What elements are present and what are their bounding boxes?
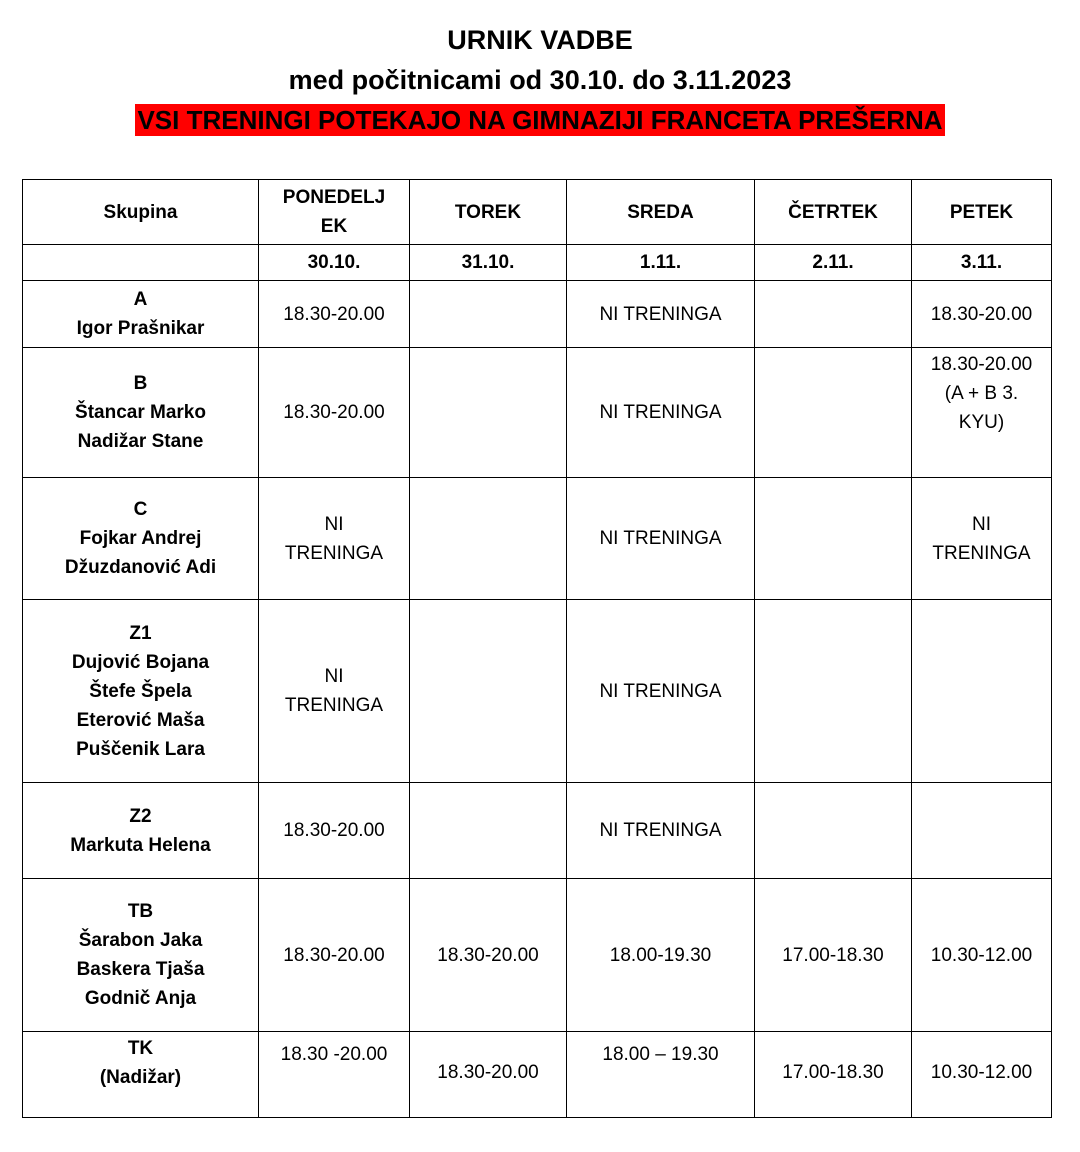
- day-name-line: PONEDELJ: [282, 187, 386, 208]
- schedule-cell-monday: [259, 281, 410, 348]
- date-row: [23, 245, 1052, 281]
- schedule-cell-text: 10.30-12.00: [930, 944, 1033, 966]
- day-header-tuesday: TOREK: [410, 180, 567, 245]
- schedule-cell-text: 10.30-12.00: [930, 1062, 1033, 1083]
- group-cell: [23, 281, 259, 348]
- schedule-cell-wednesday: [567, 281, 755, 348]
- schedule-cell-text: 18.00 – 19.30: [602, 1044, 719, 1065]
- table-row: [23, 879, 1052, 1032]
- schedule-cell-text: 18.30-20.00: [283, 944, 385, 966]
- schedule-cell-friday: [912, 1032, 1052, 1118]
- schedule-cell-friday: [912, 348, 1052, 478]
- schedule-cell-text: 18.30-20.00: [283, 820, 385, 841]
- group-member: Markuta Helena: [70, 834, 211, 856]
- schedule-cell-text: (A + B 3.: [944, 383, 1019, 404]
- table-header-row: [23, 180, 1052, 245]
- schedule-cell-thursday: [755, 281, 912, 348]
- page-title: URNIK VADBE: [447, 25, 633, 55]
- group-member: Fojkar Andrej: [79, 528, 202, 549]
- schedule-cell-text: NI TRENINGA: [599, 402, 722, 423]
- schedule-cell-monday: [259, 783, 410, 879]
- schedule-cell-tuesday: [410, 879, 567, 1032]
- schedule-cell-text: 17.00-18.30: [782, 944, 884, 966]
- schedule-cell-text: NI: [972, 513, 991, 535]
- group-code: TK: [127, 1038, 154, 1059]
- schedule-cell-text: 18.30-20.00: [930, 303, 1033, 325]
- schedule-cell-text: 18.30-20.00: [437, 1062, 539, 1083]
- group-member: Štancar Marko: [75, 402, 206, 423]
- notice-banner: VSI TRENINGI POTEKAJO NA GIMNAZIJI FRANCETA PREŠERNA: [137, 105, 943, 135]
- schedule-cell-wednesday: [567, 879, 755, 1032]
- group-code: Z1: [129, 622, 152, 644]
- group-cell: [23, 478, 259, 600]
- group-code: A: [133, 289, 148, 310]
- schedule-cell-text: NI TRENINGA: [599, 820, 722, 841]
- schedule-cell-wednesday: [567, 348, 755, 478]
- group-code: B: [133, 373, 148, 394]
- schedule-cell-thursday: [755, 478, 912, 600]
- schedule-cell-wednesday: [567, 600, 755, 783]
- schedule-cell-tuesday: [410, 281, 567, 348]
- group-code: C: [133, 499, 148, 520]
- table-row: [23, 348, 1052, 478]
- schedule-cell-text: TRENINGA: [284, 695, 384, 716]
- schedule-cell-thursday: [755, 348, 912, 478]
- schedule-cell-text: 17.00-18.30: [782, 1062, 884, 1083]
- schedule-cell-text: NI TRENINGA: [599, 303, 722, 325]
- group-member: Nadižar Stane: [77, 431, 204, 452]
- schedule-cell-monday: [259, 600, 410, 783]
- schedule-cell-friday: [912, 478, 1052, 600]
- day-header-monday: [259, 180, 410, 245]
- schedule-cell-text: 18.30 -20.00: [280, 1044, 388, 1065]
- schedule-cell-tuesday: [410, 478, 567, 600]
- schedule-cell-thursday: [755, 1032, 912, 1118]
- group-member: Džuzdanović Adi: [64, 557, 217, 578]
- table-row: [23, 1032, 1052, 1118]
- table-row: [23, 478, 1052, 600]
- schedule-cell-text: NI TRENINGA: [599, 680, 722, 702]
- group-member: Puščenik Lara: [76, 738, 205, 760]
- date-friday: 3.11.: [912, 245, 1052, 281]
- schedule-cell-monday: [259, 879, 410, 1032]
- group-cell: [23, 348, 259, 478]
- schedule-cell-text: KYU): [958, 412, 1005, 433]
- group-cell: [23, 783, 259, 879]
- schedule-cell-friday: [912, 879, 1052, 1032]
- group-cell: [23, 879, 259, 1032]
- group-member: Šarabon Jaka: [78, 930, 203, 951]
- schedule-cell-thursday: [755, 879, 912, 1032]
- schedule-table: [22, 179, 1052, 1118]
- group-column-header: Skupina: [23, 180, 259, 245]
- schedule-cell-text: 18.00-19.30: [609, 944, 712, 966]
- schedule-cell-tuesday: [410, 348, 567, 478]
- schedule-cell-text: 18.30-20.00: [283, 303, 385, 325]
- day-header-thursday: ČETRTEK: [755, 180, 912, 245]
- schedule-cell-text: TRENINGA: [932, 542, 1031, 564]
- date-tuesday: 31.10.: [410, 245, 567, 281]
- schedule-cell-thursday: [755, 783, 912, 879]
- date-monday: 30.10.: [259, 245, 410, 281]
- schedule-cell-text: NI TRENINGA: [599, 528, 722, 549]
- group-cell: [23, 600, 259, 783]
- group-cell: [23, 1032, 259, 1118]
- group-code: Z2: [129, 805, 152, 827]
- table-row: [23, 783, 1052, 879]
- schedule-cell-wednesday: [567, 1032, 755, 1118]
- date-row-empty-cell: [23, 245, 259, 281]
- schedule-cell-tuesday: [410, 600, 567, 783]
- group-member: Štefe Špela: [89, 680, 192, 702]
- group-member: (Nadižar): [99, 1067, 182, 1088]
- group-member: Godnič Anja: [84, 988, 197, 1009]
- group-member: Eterović Maša: [76, 709, 205, 731]
- group-member: Igor Prašnikar: [76, 318, 205, 339]
- day-header-friday: PETEK: [912, 180, 1052, 245]
- schedule-cell-thursday: [755, 600, 912, 783]
- schedule-cell-tuesday: [410, 783, 567, 879]
- schedule-cell-text: 18.30-20.00: [930, 354, 1033, 375]
- schedule-cell-friday: [912, 783, 1052, 879]
- day-name-line: EK: [320, 216, 348, 237]
- schedule-cell-monday: [259, 348, 410, 478]
- schedule-cell-friday: [912, 281, 1052, 348]
- group-code: TB: [127, 901, 154, 922]
- group-member: Dujović Bojana: [71, 651, 210, 673]
- schedule-cell-wednesday: [567, 783, 755, 879]
- schedule-cell-text: TRENINGA: [284, 542, 384, 564]
- schedule-cell-text: NI: [324, 513, 344, 535]
- table-row: [23, 281, 1052, 348]
- date-thursday: 2.11.: [755, 245, 912, 281]
- day-header-wednesday: SREDA: [567, 180, 755, 245]
- group-member: Baskera Tjaša: [76, 959, 205, 980]
- schedule-cell-wednesday: [567, 478, 755, 600]
- date-wednesday: 1.11.: [567, 245, 755, 281]
- schedule-cell-friday: [912, 600, 1052, 783]
- page-subtitle: med počitnicami od 30.10. do 3.11.2023: [288, 65, 792, 95]
- schedule-cell-monday: [259, 1032, 410, 1118]
- schedule-cell-text: 18.30-20.00: [437, 944, 539, 966]
- table-row: [23, 600, 1052, 783]
- schedule-cell-tuesday: [410, 1032, 567, 1118]
- notice-banner-wrap: [0, 104, 1080, 136]
- schedule-cell-text: NI: [324, 666, 344, 687]
- schedule-cell-monday: [259, 478, 410, 600]
- schedule-cell-text: 18.30-20.00: [283, 402, 385, 423]
